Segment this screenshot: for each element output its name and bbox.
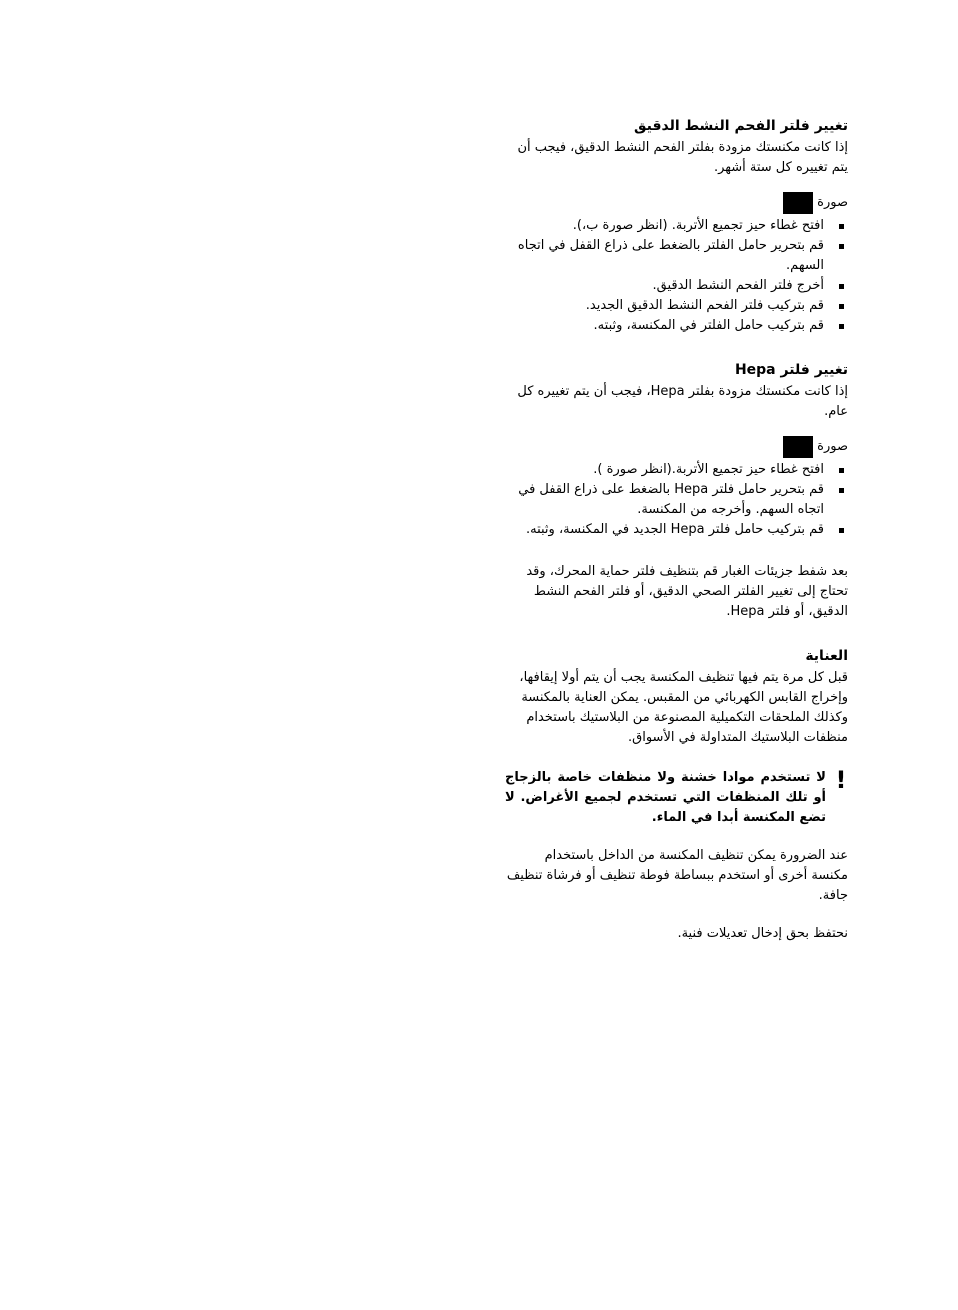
charcoal-steps-list xyxy=(505,216,848,336)
hepa-filter-title: تغيير فلتر Hepa xyxy=(734,362,848,378)
care-title: العناية xyxy=(805,648,848,664)
hepa-filter-intro: إذا كانت مكنستك مزودة بفلتر Hepa، فيجب أن يتم تغييره كل عام. xyxy=(517,384,848,419)
figure-label: صورة xyxy=(817,195,848,210)
charcoal-figure-reference xyxy=(505,192,848,214)
filter-note: بعد شفط جزيئات الغبار قم بتنظيف فلتر حماية المحرك، وقد تحتاج إلى تغيير الفلتر الصحي الدقيق، أو فلتر الفحم النشط الدقيق، أو فلتر Hepa. xyxy=(526,564,848,619)
charcoal-filter-intro: إذا كانت مكنستك مزودة بفلتر الفحم النشط الدقيق، فيجب أن يتم تغييره كل ستة أشهر. xyxy=(517,140,848,175)
list-item: افتح غطاء حيز تجميع الأتربة.(انظر صورة ). xyxy=(505,460,848,480)
warning-text: لا تستخدم موادا خشنة ولا منظفات خاصة بالزجاج أو تلك المنظفات التي تستخدم لجميع الأغراض. لا تضع المكنسة أبدا في الماء. xyxy=(505,770,826,825)
list-item: قم بتركيب فلتر الفحم النشط الدقيق الجديد. xyxy=(505,296,848,316)
hepa-filter-section xyxy=(505,358,848,622)
inside-cleaning-text: عند الضرورة يمكن تنظيف المكنسة من الداخل باستخدام مكنسة أخرى أو استخدم ببساطة فوطة تنظيف أو فرشاة تنظيف جافة. xyxy=(506,848,848,903)
exclamation-icon: ! xyxy=(835,766,847,794)
care-section xyxy=(505,644,848,944)
hepa-figure-reference xyxy=(505,436,848,458)
warning-block xyxy=(505,768,848,828)
figure-placeholder-box xyxy=(783,436,813,458)
list-item: قم بتركيب حامل فلتر Hepa الجديد في المكنسة، وثبته. xyxy=(505,520,848,540)
figure-label: صورة xyxy=(817,439,848,454)
list-item: قم بتحرير حامل الفلتر بالضغط على ذراع القفل في اتجاه السهم. xyxy=(505,236,848,276)
document-column xyxy=(505,114,848,944)
list-item: أخرج فلتر الفحم النشط الدقيق. xyxy=(505,276,848,296)
list-item: افتح غطاء حيز تجميع الأتربة. (انظر صورة ب،). xyxy=(505,216,848,236)
hepa-steps-list xyxy=(505,460,848,540)
charcoal-filter-title: تغيير فلتر الفحم النشط الدقيق xyxy=(634,118,848,134)
care-body: قبل كل مرة يتم فيها تنظيف المكنسة يجب أن يتم أولا إيقافها، وإخراج القابس الكهربائي من المقبس. يمكن العناية بالمكنسة وكذلك الملحقات التكميلية المصنوعة من البلاستيك باستخدام منظفات البلاستيك المتداولة في الأسواق. xyxy=(519,670,848,745)
list-item: قم بتحرير حامل فلتر Hepa بالضغط على ذراع القفل في اتجاه السهم. وأخرجه من المكنسة. xyxy=(505,480,848,520)
charcoal-filter-section xyxy=(505,114,848,336)
list-item: قم بتركيب حامل الفلتر في المكنسة، وثبته. xyxy=(505,316,848,336)
rights-reserved-text: نحتفظ بحق إدخال تعديلات فنية. xyxy=(677,926,848,941)
figure-placeholder-box xyxy=(783,192,813,214)
